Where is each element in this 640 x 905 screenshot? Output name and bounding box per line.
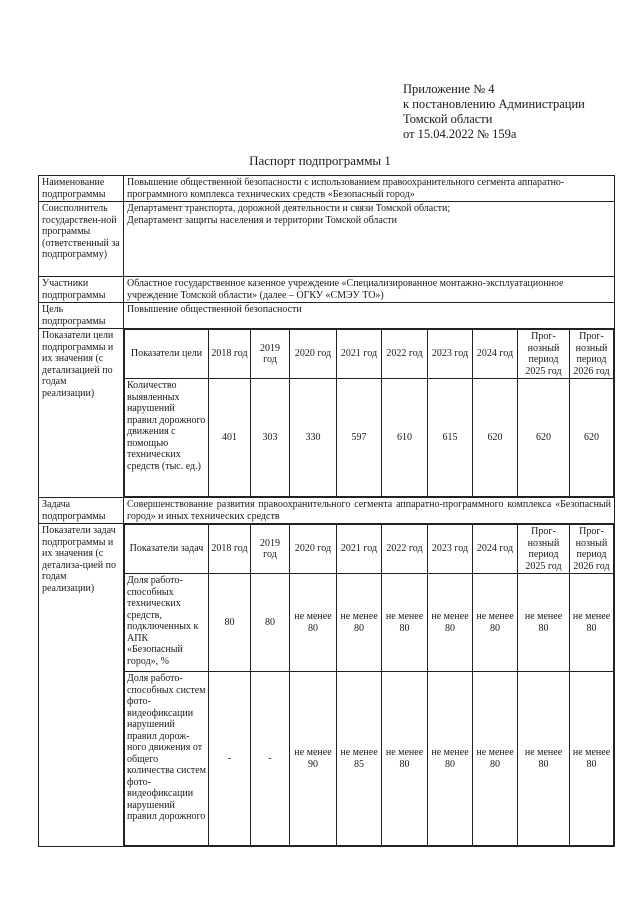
indicator-name: Доля работо-способных технических средств, подключенных к АПК «Безопасный город», % xyxy=(125,574,209,672)
indicator-value: 620 xyxy=(518,379,570,497)
resolution-ref: к постановлению Администрации xyxy=(403,97,585,111)
row-label: Цель подпрограммы xyxy=(39,303,124,329)
indicator-value: не менее 80 xyxy=(382,672,428,846)
indicator-value: не менее 80 xyxy=(570,672,614,846)
indicator-value: не менее 80 xyxy=(518,574,570,672)
year-header: 2021 год xyxy=(337,330,382,379)
indicator-value: не менее 80 xyxy=(428,672,473,846)
indicator-value: не менее 90 xyxy=(290,672,337,846)
indicator-value: не менее 80 xyxy=(428,574,473,672)
task-indicators-table xyxy=(124,524,614,846)
indicator-value: 615 xyxy=(428,379,473,497)
year-header: 2024 год xyxy=(473,330,518,379)
page-title: Паспорт подпрограммы 1 xyxy=(249,153,391,168)
table-row xyxy=(125,379,614,497)
year-header: 2018 год xyxy=(209,525,251,574)
indicator-value: не менее 80 xyxy=(570,574,614,672)
row-value xyxy=(124,202,615,277)
row-label: Соисполнитель государствен-ной программы (ответственный за подпрограмму) xyxy=(39,202,124,277)
row-value: Повышение общественной безопасности xyxy=(124,303,615,329)
year-header: 2023 год xyxy=(428,525,473,574)
col-header: Показатели цели xyxy=(125,330,209,379)
table-row xyxy=(125,574,614,672)
passport-table xyxy=(38,175,615,847)
indicator-value: не менее 80 xyxy=(518,672,570,846)
indicator-value: 610 xyxy=(382,379,428,497)
indicator-name: Количество выявленных нарушений правил дорожного движения с помощью технических средств (тыс. ед.) xyxy=(125,379,209,497)
row-value: Повышение общественной безопасности с использованием правоохранительного сегмента аппаратно-программного комплекса технических средств «Безопасный город» xyxy=(124,176,615,202)
indicator-value: не менее 80 xyxy=(337,574,382,672)
row-name xyxy=(39,176,615,202)
indicator-value: не менее 80 xyxy=(473,574,518,672)
col-header: Показатели задач xyxy=(125,525,209,574)
indicator-value: 620 xyxy=(473,379,518,497)
goal-indicators-table xyxy=(124,329,614,497)
row-label: Участники подпрограммы xyxy=(39,277,124,303)
row-goal xyxy=(39,303,615,329)
department-protection: Департамент защиты населения и территории Томской области xyxy=(127,214,398,226)
region-name: Томской области xyxy=(403,112,493,126)
year-header: 2018 год xyxy=(209,330,251,379)
indicator-value: не менее 85 xyxy=(337,672,382,846)
year-header: 2024 год xyxy=(473,525,518,574)
year-header: 2022 год xyxy=(382,525,428,574)
row-label: Задача подпрограммы xyxy=(39,498,124,524)
indicator-name: Доля работо-способных систем фото-видеофиксации нарушений правил дорож-ного движения от общего количества систем фото-видеофиксации нарушений правил дорожного xyxy=(125,672,209,846)
row-label: Показатели задач подпрограммы и их значения (с детализа-цией по годам реализации) xyxy=(39,524,124,847)
indicator-value: 620 xyxy=(570,379,614,497)
year-header: 2022 год xyxy=(382,330,428,379)
row-value: Областное государственное казенное учреждение «Специализированное монтажно-эксплуатационное учреждение Томской области» (далее – ОГКУ «СМЭУ ТО») xyxy=(124,277,615,303)
year-header: 2020 год xyxy=(290,525,337,574)
year-header: 2020 год xyxy=(290,330,337,379)
row-label: Наименование подпрограммы xyxy=(39,176,124,202)
year-header: Прог-нозный период 2026 год xyxy=(570,525,614,574)
indicator-value: не менее 80 xyxy=(382,574,428,672)
table-row xyxy=(125,672,614,846)
indicator-value: 330 xyxy=(290,379,337,497)
indicator-value: 303 xyxy=(251,379,290,497)
row-goal-indicators xyxy=(39,329,615,498)
resolution-date: от 15.04.2022 № 159а xyxy=(403,127,517,141)
indicator-value: 597 xyxy=(337,379,382,497)
indicator-value: 80 xyxy=(251,574,290,672)
document-header xyxy=(403,82,585,142)
row-label: Показатели цели подпрограммы и их значения (с детализацией по годам реализации) xyxy=(39,329,124,498)
row-task-indicators xyxy=(39,524,615,847)
year-header: Прог-нозный период 2025 год xyxy=(518,525,570,574)
department-transport: Департамент транспорта, дорожной деятельности и связи Томской области; xyxy=(127,203,451,214)
indicator-value: не менее 80 xyxy=(473,672,518,846)
indicator-value: 80 xyxy=(209,574,251,672)
year-header: 2021 год xyxy=(337,525,382,574)
row-task xyxy=(39,498,615,524)
appendix-number: Приложение № 4 xyxy=(403,82,495,96)
row-value: Совершенствование развития правоохранительного сегмента аппаратно-программного комплекса «Безопасный город» и иных технических средств xyxy=(124,498,615,524)
indicator-value: - xyxy=(251,672,290,846)
row-participants xyxy=(39,277,615,303)
indicator-value: не менее 80 xyxy=(290,574,337,672)
row-coexecutor xyxy=(39,202,615,277)
year-header: 2023 год xyxy=(428,330,473,379)
year-header: 2019 год xyxy=(251,330,290,379)
year-header: Прог-нозный период 2026 год xyxy=(570,330,614,379)
year-header: 2019 год xyxy=(251,525,290,574)
indicator-value: - xyxy=(209,672,251,846)
year-header: Прог-нозный период 2025 год xyxy=(518,330,570,379)
indicator-value: 401 xyxy=(209,379,251,497)
